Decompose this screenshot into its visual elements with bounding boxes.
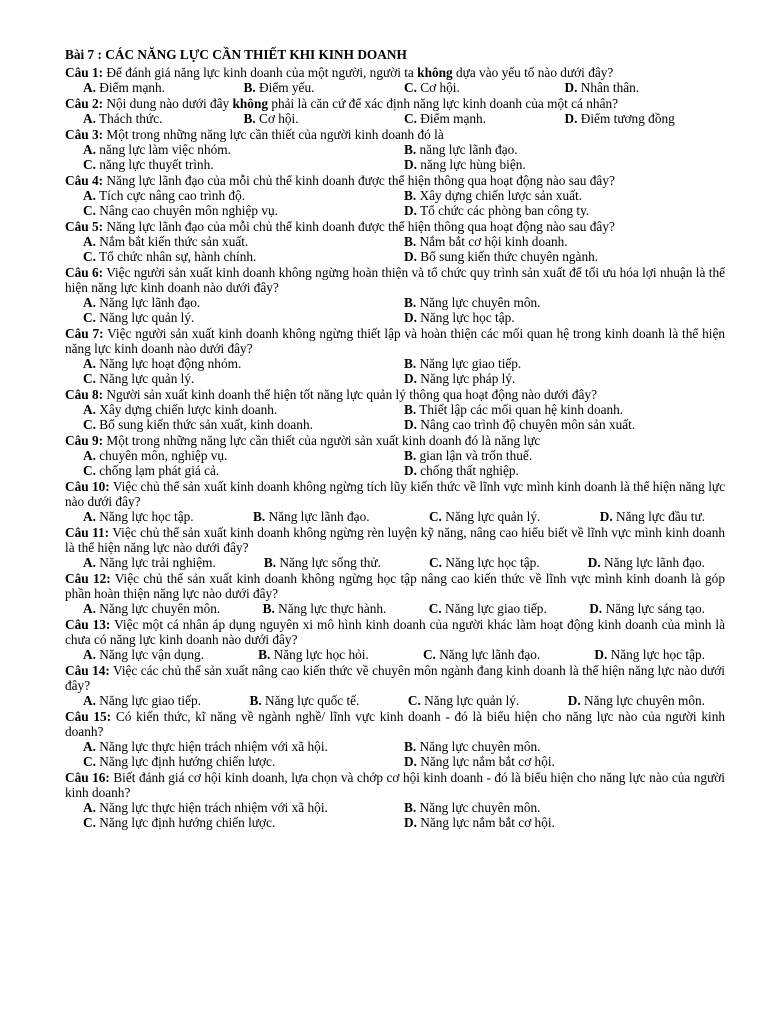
option-text: năng lực làm việc nhóm. xyxy=(95,142,231,157)
option-text: Năng lực chuyên môn. xyxy=(416,739,541,754)
option-text: Cơ hội. xyxy=(416,80,460,95)
question-stem: Có kiến thức, kĩ năng về ngành nghề/ lĩnh vực kinh doanh - đó là biểu hiện cho năng lực nào của người kinh doanh? xyxy=(65,709,725,739)
option-text: Bổ sung kiến thức sản xuất, kinh doanh. xyxy=(95,417,313,432)
option-letter: C. xyxy=(83,203,96,218)
option-text: Năng lực giao tiếp. xyxy=(441,601,547,616)
question-stem: Việc các chủ thể sản xuất nâng cao kiến thức về chuyên môn ngành đang kinh doanh là thể hiện năng lực nào dưới đây? xyxy=(65,663,725,693)
option-letter: A. xyxy=(83,142,96,157)
answer-option xyxy=(83,157,404,172)
question-stem-end: dựa vào yếu tố nào dưới đây? xyxy=(452,65,614,80)
option-text: Năng lực lãnh đạo. xyxy=(435,647,541,662)
lesson-title: Bài 7 : CÁC NĂNG LỰC CẦN THIẾT KHI KINH DOANH xyxy=(65,47,407,62)
answer-option xyxy=(83,371,404,386)
option-letter: D. xyxy=(589,601,603,616)
option-letter: C. xyxy=(83,157,96,172)
option-text: Năng lực định hướng chiến lược. xyxy=(95,815,276,830)
option-text: Năng lực thực hiện trách nhiệm với xã hội. xyxy=(95,800,328,815)
option-text: chống thất nghiệp. xyxy=(416,463,519,478)
question-text xyxy=(65,770,725,800)
question-9 xyxy=(65,433,725,478)
option-letter: A. xyxy=(83,693,96,708)
option-text: Năng lực lãnh đạo. xyxy=(95,295,201,310)
question-8 xyxy=(65,387,725,432)
question-stem: Việc một cá nhân áp dụng nguyên xi mô hình kinh doanh của người khác làm hoạt động kinh doanh của mình là chưa có năng lực kinh doanh nào dưới đây? xyxy=(65,617,725,647)
question-text xyxy=(65,326,725,356)
option-text: Năng lực quốc tế. xyxy=(261,693,360,708)
answer-option xyxy=(404,188,725,203)
answer-option xyxy=(404,157,725,172)
answer-option xyxy=(600,509,705,524)
option-text: Tích cực nâng cao trình độ. xyxy=(95,188,246,203)
answer-option xyxy=(83,448,404,463)
option-text: chống lạm phát giá cả. xyxy=(95,463,220,478)
option-letter: C. xyxy=(404,111,417,126)
option-text: Xây dựng chiến lược sản xuất. xyxy=(416,188,583,203)
answer-options xyxy=(65,555,725,570)
option-letter: D. xyxy=(404,417,417,432)
question-stem: Năng lực lãnh đạo của mỗi chủ thể kinh doanh được thể hiện thông qua hoạt động nào sau đây? xyxy=(103,219,615,234)
answer-options xyxy=(65,188,725,218)
answer-option xyxy=(404,356,725,371)
question-stem: Việc chủ thể sản xuất kinh doanh không ngừng học tập nâng cao kiến thức về lĩnh vực mình kinh doanh là góp phần hoàn thiện năng lực nào dưới đây? xyxy=(65,571,725,601)
option-text: Điểm tương đồng xyxy=(577,111,675,126)
option-text: năng lực thuyết trình. xyxy=(95,157,214,172)
option-letter: C. xyxy=(422,647,436,662)
option-letter: A. xyxy=(83,402,96,417)
option-text: Năng lực quản lý. xyxy=(420,693,520,708)
option-text: Năng lực học tập. xyxy=(95,509,194,524)
option-letter: A. xyxy=(83,80,96,95)
option-text: Năng lực sáng tạo. xyxy=(602,601,705,616)
question-text xyxy=(65,525,725,555)
question-stem: Nội dung nào dưới đây xyxy=(103,96,233,111)
option-text: Nâng cao chuyên môn nghiệp vụ. xyxy=(95,203,278,218)
option-letter: C. xyxy=(428,601,442,616)
answer-option xyxy=(83,356,404,371)
option-text: gian lận và trốn thuế. xyxy=(416,448,533,463)
answer-option xyxy=(253,509,370,524)
option-text: Nâng cao trình độ chuyên môn sản xuất. xyxy=(416,417,636,432)
question-5 xyxy=(65,219,725,264)
option-letter: D. xyxy=(404,463,417,478)
option-text: Năng lực quản lý. xyxy=(441,509,541,524)
option-letter: C. xyxy=(428,509,442,524)
question-stem: Để đánh giá năng lực kinh doanh của một người, người ta xyxy=(103,65,418,80)
option-text: Thiết lập các mối quan hệ kinh doanh. xyxy=(416,402,624,417)
option-text: năng lực hùng biện. xyxy=(416,157,526,172)
question-text xyxy=(65,571,725,601)
answer-option xyxy=(83,647,204,662)
question-label: Câu 5: xyxy=(65,219,104,234)
question-stem: Năng lực lãnh đạo của mỗi chủ thể kinh doanh được thể hiện thông qua hoạt động nào sau đây? xyxy=(103,173,615,188)
question-10 xyxy=(65,479,725,524)
question-label: Câu 15: xyxy=(65,709,112,724)
option-text: Điểm mạnh. xyxy=(416,111,486,126)
option-text: Năng lực học tập. xyxy=(441,555,540,570)
answer-options xyxy=(65,402,725,432)
option-letter: B. xyxy=(404,356,417,371)
question-text xyxy=(65,663,725,693)
answer-option xyxy=(404,203,725,218)
question-15 xyxy=(65,709,725,769)
option-text: Nhân thân. xyxy=(577,80,640,95)
option-letter: A. xyxy=(83,234,96,249)
option-text: năng lực lãnh đạo. xyxy=(416,142,518,157)
option-letter: D. xyxy=(404,754,417,769)
question-stem: Việc người sản xuất kinh doanh không ngừng thiết lập và hoàn thiện các mối quan hệ trong kinh doanh là thể hiện năng lực kinh doanh nào dưới đây? xyxy=(65,326,725,356)
question-label: Câu 1: xyxy=(65,65,104,80)
question-list xyxy=(65,65,725,830)
answer-option xyxy=(83,754,404,769)
answer-option xyxy=(404,80,565,95)
option-letter: D. xyxy=(404,310,417,325)
option-text: Xây dựng chiến lược kinh doanh. xyxy=(95,402,278,417)
question-text xyxy=(65,127,725,142)
question-label: Câu 13: xyxy=(65,617,111,632)
option-text: Năng lực học tập. xyxy=(416,310,515,325)
option-letter: B. xyxy=(243,111,256,126)
option-letter: D. xyxy=(564,80,578,95)
option-letter: C. xyxy=(83,754,96,769)
option-letter: B. xyxy=(404,295,417,310)
answer-option xyxy=(568,693,705,708)
option-text: Năng lực đầu tư. xyxy=(612,509,705,524)
option-letter: D. xyxy=(564,111,578,126)
question-stem-end: phải là căn cứ để xác định năng lực kinh doanh của một cá nhân? xyxy=(268,96,619,111)
option-text: Năng lực lãnh đạo. xyxy=(265,509,370,524)
option-text: Năng lực giao tiếp. xyxy=(416,356,522,371)
question-text xyxy=(65,387,725,402)
answer-options xyxy=(65,234,725,264)
question-stem: Một trong những năng lực cần thiết của người kinh doanh đó là xyxy=(103,127,444,142)
option-letter: B. xyxy=(253,509,266,524)
answer-option xyxy=(404,111,565,126)
option-letter: A. xyxy=(83,188,96,203)
question-7 xyxy=(65,326,725,386)
question-text xyxy=(65,65,725,80)
question-text xyxy=(65,479,725,509)
option-text: Năng lực nắm bắt cơ hội. xyxy=(416,815,555,830)
answer-option xyxy=(404,448,725,463)
option-letter: A. xyxy=(83,295,96,310)
option-letter: A. xyxy=(83,448,96,463)
option-text: chuyên môn, nghiệp vụ. xyxy=(95,448,228,463)
option-text: Năng lực định hướng chiến lược. xyxy=(95,754,276,769)
option-letter: A. xyxy=(83,509,96,524)
option-letter: D. xyxy=(404,371,417,386)
option-letter: D. xyxy=(567,693,581,708)
option-letter: C. xyxy=(83,371,96,386)
question-stem: Một trong những năng lực cần thiết của người sản xuất kinh doanh đó là năng lực xyxy=(103,433,541,448)
question-label: Câu 9: xyxy=(65,433,104,448)
answer-option xyxy=(588,555,705,570)
question-label: Câu 14: xyxy=(65,663,110,678)
answer-options xyxy=(65,739,725,769)
option-text: Tổ chức nhân sự, hành chính. xyxy=(95,249,257,264)
option-letter: A. xyxy=(83,555,96,570)
answer-option xyxy=(83,509,194,524)
question-text xyxy=(65,617,725,647)
answer-option xyxy=(83,417,404,432)
question-1 xyxy=(65,65,725,95)
option-letter: D. xyxy=(587,555,601,570)
answer-option xyxy=(429,509,540,524)
option-letter: A. xyxy=(83,111,96,126)
answer-option xyxy=(83,800,404,815)
answer-option xyxy=(83,739,404,754)
answer-option xyxy=(83,601,220,616)
question-6 xyxy=(65,265,725,325)
answer-options xyxy=(65,647,725,662)
answer-option xyxy=(83,188,404,203)
option-text: Năng lực trải nghiệm. xyxy=(95,555,216,570)
option-text: Năng lực giao tiếp. xyxy=(95,693,201,708)
question-stem: Việc chủ thể sản xuất kinh doanh không ngừng rèn luyện kỹ năng, nâng cao hiểu biết về lĩnh vực mình kinh doanh là thể hiện năng lực nào dưới đây? xyxy=(65,525,725,555)
question-label: Câu 2: xyxy=(65,96,104,111)
question-label: Câu 12: xyxy=(65,571,111,586)
option-letter: D. xyxy=(594,647,608,662)
option-letter: C. xyxy=(83,310,96,325)
answer-option xyxy=(83,80,244,95)
answer-option xyxy=(263,601,387,616)
answer-option xyxy=(429,601,547,616)
option-letter: D. xyxy=(599,509,613,524)
option-text: Năng lực chuyên môn. xyxy=(416,800,541,815)
option-text: Năng lực hoạt động nhóm. xyxy=(95,356,242,371)
option-letter: B. xyxy=(404,739,417,754)
option-text: Năng lực chuyên môn. xyxy=(416,295,541,310)
question-16 xyxy=(65,770,725,830)
answer-options xyxy=(65,693,725,708)
answer-option xyxy=(565,111,726,126)
answer-option xyxy=(408,693,519,708)
question-3 xyxy=(65,127,725,172)
answer-option xyxy=(244,111,405,126)
option-letter: C. xyxy=(407,693,421,708)
answer-option xyxy=(83,555,216,570)
question-emphasis: không xyxy=(417,65,453,80)
answer-option xyxy=(83,815,404,830)
answer-options xyxy=(65,80,725,95)
answer-option xyxy=(264,555,381,570)
answer-option xyxy=(83,693,201,708)
answer-option xyxy=(404,295,725,310)
answer-options xyxy=(65,295,725,325)
answer-option xyxy=(423,647,540,662)
answer-option xyxy=(83,234,404,249)
option-text: Năng lực vận dụng. xyxy=(95,647,204,662)
answer-options xyxy=(65,448,725,478)
option-letter: C. xyxy=(429,555,442,570)
option-letter: C. xyxy=(83,417,96,432)
option-text: Năng lực thực hiện trách nhiệm với xã hội. xyxy=(95,739,328,754)
question-text xyxy=(65,173,725,188)
answer-option xyxy=(565,80,726,95)
option-text: Năng lực quản lý. xyxy=(95,371,195,386)
option-text: Năng lực nắm bắt cơ hội. xyxy=(416,754,555,769)
option-letter: B. xyxy=(404,402,417,417)
option-letter: C. xyxy=(83,815,96,830)
option-text: Bổ sung kiến thức chuyên ngành. xyxy=(416,249,599,264)
question-label: Câu 11: xyxy=(65,525,110,540)
option-text: Năng lực chuyên môn. xyxy=(580,693,705,708)
answer-options xyxy=(65,111,725,126)
answer-option xyxy=(404,800,725,815)
question-12 xyxy=(65,571,725,616)
question-label: Câu 10: xyxy=(65,479,110,494)
option-letter: D. xyxy=(404,203,417,218)
answer-option xyxy=(404,463,725,478)
option-text: Điểm mạnh. xyxy=(95,80,165,95)
option-letter: B. xyxy=(404,234,417,249)
answer-option xyxy=(404,417,725,432)
option-text: Năng lực lãnh đạo. xyxy=(600,555,705,570)
document-page xyxy=(65,46,725,830)
option-letter: B. xyxy=(258,647,271,662)
answer-options xyxy=(65,509,725,524)
answer-option xyxy=(244,80,405,95)
answer-option xyxy=(83,310,404,325)
answer-option xyxy=(83,249,404,264)
question-stem: Người sản xuất kinh doanh thể hiện tốt năng lực quản lý thông qua hoạt động nào dưới đây? xyxy=(103,387,598,402)
option-letter: B. xyxy=(243,80,256,95)
option-letter: D. xyxy=(404,249,417,264)
answer-option xyxy=(589,601,705,616)
question-label: Câu 6: xyxy=(65,265,104,280)
option-letter: C. xyxy=(83,463,96,478)
option-letter: C. xyxy=(83,249,96,264)
question-11 xyxy=(65,525,725,570)
option-text: Tổ chức các phòng ban công ty. xyxy=(416,203,590,218)
question-14 xyxy=(65,663,725,708)
option-letter: A. xyxy=(83,800,96,815)
option-letter: C. xyxy=(404,80,417,95)
question-text xyxy=(65,219,725,234)
answer-option xyxy=(83,295,404,310)
option-letter: A. xyxy=(83,647,96,662)
option-text: Năng lực chuyên môn. xyxy=(95,601,221,616)
answer-options xyxy=(65,142,725,172)
option-text: Thách thức. xyxy=(95,111,163,126)
answer-option xyxy=(83,111,244,126)
option-text: Năng lực thực hành. xyxy=(274,601,387,616)
question-stem: Biết đánh giá cơ hội kinh doanh, lựa chọn và chớp cơ hội kinh doanh - đó là biểu hiện cho năng lực nào của người kinh doanh? xyxy=(65,770,725,800)
option-letter: A. xyxy=(83,739,96,754)
option-text: Năng lực học tập. xyxy=(607,647,705,662)
answer-option xyxy=(404,739,725,754)
option-letter: B. xyxy=(404,448,417,463)
option-letter: B. xyxy=(262,601,275,616)
answer-option xyxy=(250,693,360,708)
question-label: Câu 8: xyxy=(65,387,104,402)
answer-option xyxy=(258,647,369,662)
option-letter: B. xyxy=(249,693,262,708)
question-label: Câu 16: xyxy=(65,770,110,785)
answer-option xyxy=(404,402,725,417)
question-13 xyxy=(65,617,725,662)
answer-options xyxy=(65,800,725,830)
answer-option xyxy=(404,815,725,830)
option-letter: B. xyxy=(404,800,417,815)
answer-option xyxy=(83,402,404,417)
option-text: Năng lực pháp lý. xyxy=(416,371,516,386)
option-letter: D. xyxy=(404,815,417,830)
question-stem: Việc người sản xuất kinh doanh không ngừng hoàn thiện và tổ chức quy trình sản xuất để tối ưu hóa lợi nhuận là thể hiện năng lực kinh doanh nào dưới đây? xyxy=(65,265,725,295)
question-text xyxy=(65,433,725,448)
option-text: Năng lực sống thử. xyxy=(276,555,381,570)
option-letter: B. xyxy=(404,142,417,157)
answer-option xyxy=(404,249,725,264)
question-text xyxy=(65,709,725,739)
option-letter: A. xyxy=(83,601,96,616)
option-text: Nắm bắt kiến thức sản xuất. xyxy=(95,234,249,249)
answer-option xyxy=(404,234,725,249)
option-text: Năng lực quản lý. xyxy=(95,310,195,325)
answer-option xyxy=(404,142,725,157)
question-2 xyxy=(65,96,725,126)
answer-options xyxy=(65,356,725,386)
question-stem: Việc chủ thể sản xuất kinh doanh không ngừng tích lũy kiến thức về lĩnh vực mình kinh doanh là thể hiện năng lực nào dưới đây? xyxy=(65,479,726,509)
answer-option xyxy=(83,142,404,157)
answer-option xyxy=(404,371,725,386)
answer-option xyxy=(429,555,540,570)
option-text: Nắm bắt cơ hội kinh doanh. xyxy=(416,234,568,249)
answer-option xyxy=(594,647,705,662)
question-label: Câu 3: xyxy=(65,127,104,142)
answer-option xyxy=(404,310,725,325)
question-emphasis: không xyxy=(232,96,268,111)
question-label: Câu 4: xyxy=(65,173,104,188)
answer-option xyxy=(404,754,725,769)
option-text: Năng lực học hỏi. xyxy=(270,647,369,662)
option-letter: B. xyxy=(404,188,417,203)
option-letter: A. xyxy=(83,356,96,371)
question-label: Câu 7: xyxy=(65,326,104,341)
option-letter: B. xyxy=(263,555,277,570)
option-text: Cơ hội. xyxy=(255,111,299,126)
question-4 xyxy=(65,173,725,218)
answer-option xyxy=(83,203,404,218)
option-letter: D. xyxy=(404,157,417,172)
option-text: Điểm yếu. xyxy=(255,80,315,95)
answer-option xyxy=(83,463,404,478)
question-text xyxy=(65,96,725,111)
answer-options xyxy=(65,601,725,616)
question-text xyxy=(65,265,725,295)
